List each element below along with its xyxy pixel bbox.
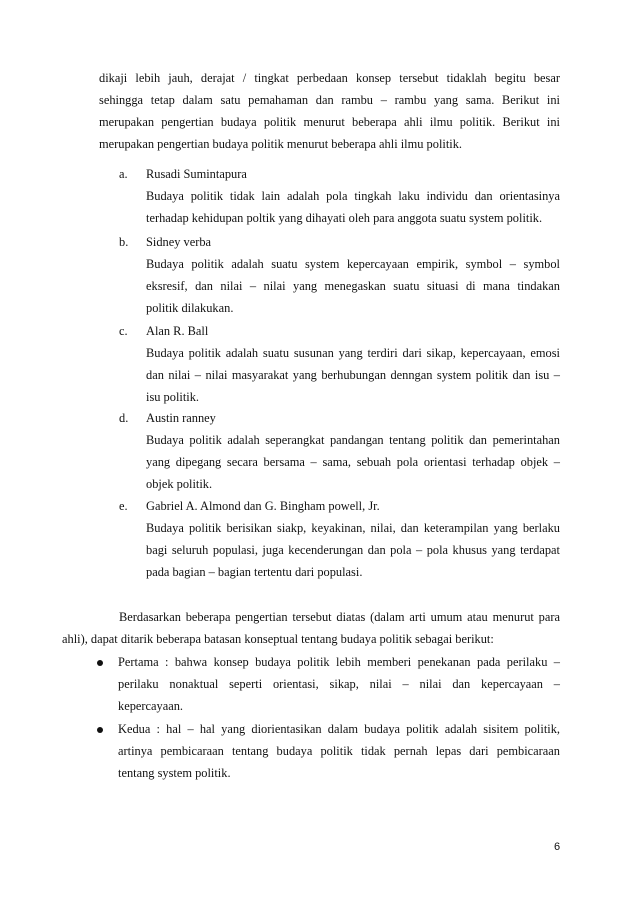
bullet-icon (97, 660, 103, 666)
conclusion-line: Berdasarkan beberapa pengertian tersebut diatas (dalam arti umum atau menurut para (119, 610, 560, 624)
bullet-item (118, 718, 560, 784)
definition-line: Budaya politik adalah seperangkat pandangan tentang politik dan pemerintahan (146, 433, 560, 447)
expert-name: Sidney verba (146, 235, 212, 249)
definition-line: terhadap kehidupan poltik yang dihayati oleh para anggota suatu system politik. (146, 211, 543, 225)
expert-definition (146, 253, 560, 319)
expert-definition (146, 342, 560, 408)
definition-line: Budaya politik tidak lain adalah pola tingkah laku individu dan orientasinya (146, 189, 560, 203)
intro-line: dikaji lebih jauh, derajat / tingkat perbedaan konsep tersebut tidaklah begitu besar (99, 71, 560, 85)
intro-line: merupakan pengertian budaya politik menurut beberapa ahli ilmu politik. Berikut ini (99, 115, 560, 129)
expert-name: Rusadi Sumintapura (146, 167, 247, 181)
expert-letter: b. (119, 235, 129, 249)
expert-definition (146, 517, 560, 583)
expert-letter: d. (119, 411, 129, 425)
bullet-line: Kedua : hal – hal yang diorientasikan dalam budaya politik adalah sisitem politik, (118, 722, 560, 736)
bullet-icon (97, 727, 103, 733)
definition-line: dan nilai – nilai masyarakat yang berhubungan denngan system politik dan isu – (146, 368, 560, 382)
bullet-item (118, 651, 560, 717)
expert-definition (146, 429, 560, 495)
definition-line: isu politik. (146, 390, 200, 404)
page-number: 6 (554, 841, 561, 853)
expert-letter: c. (119, 324, 128, 338)
definition-line: Budaya politik adalah suatu system kepercayaan empirik, symbol – symbol (146, 257, 560, 271)
expert-name: Gabriel A. Almond dan G. Bingham powell, Jr. (146, 499, 380, 513)
intro-line: merupakan pengertian budaya politik menurut beberapa ahli ilmu politik. (99, 137, 463, 151)
definition-line: eksresif, dan nilai – nilai yang menegaskan suatu situasi di mana tindakan (146, 279, 560, 293)
intro-paragraph (99, 67, 560, 155)
definition-line: politik dilakukan. (146, 301, 234, 315)
bullet-line: artinya pembicaraan tentang budaya politik tidak pernah lepas dari pembicaraan (118, 744, 560, 758)
expert-name: Austin ranney (146, 411, 216, 425)
expert-letter: a. (119, 167, 128, 181)
definition-line: Budaya politik adalah suatu susunan yang terdiri dari sikap, kepercayaan, emosi (146, 346, 560, 360)
definition-line: pada bagian – bagian tertentu dari populasi. (146, 565, 363, 579)
expert-name: Alan R. Ball (146, 324, 209, 338)
definition-line: Budaya politik berisikan siakp, keyakinan, nilai, dan keterampilan yang berlaku (146, 521, 560, 535)
definition-line: yang dipegang secara bersama – sama, sebuah pola orientasi terhadap objek – (146, 455, 560, 469)
expert-definition (146, 185, 560, 229)
expert-letter: e. (119, 499, 128, 513)
bullet-line: kepercayaan. (118, 699, 184, 713)
bullet-line: tentang system politik. (118, 766, 231, 780)
bullet-line: perilaku nonaktual seperti orientasi, sikap, nilai – nilai dan kepercayaan – (118, 677, 560, 691)
conclusion-line: ahli), dapat ditarik beberapa batasan konseptual tentang budaya politik sebagai berikut: (62, 632, 494, 646)
intro-line: sehingga tetap dalam satu pemahaman dan rambu – rambu yang sama. Berikut ini (99, 93, 560, 107)
definition-line: bagi seluruh populasi, juga kecenderungan dan pola – pola khusus yang terdapat (146, 543, 560, 557)
definition-line: objek politik. (146, 477, 213, 491)
conclusion-paragraph (62, 606, 560, 650)
bullet-line: Pertama : bahwa konsep budaya politik lebih memberi penekanan pada perilaku – (118, 655, 560, 669)
